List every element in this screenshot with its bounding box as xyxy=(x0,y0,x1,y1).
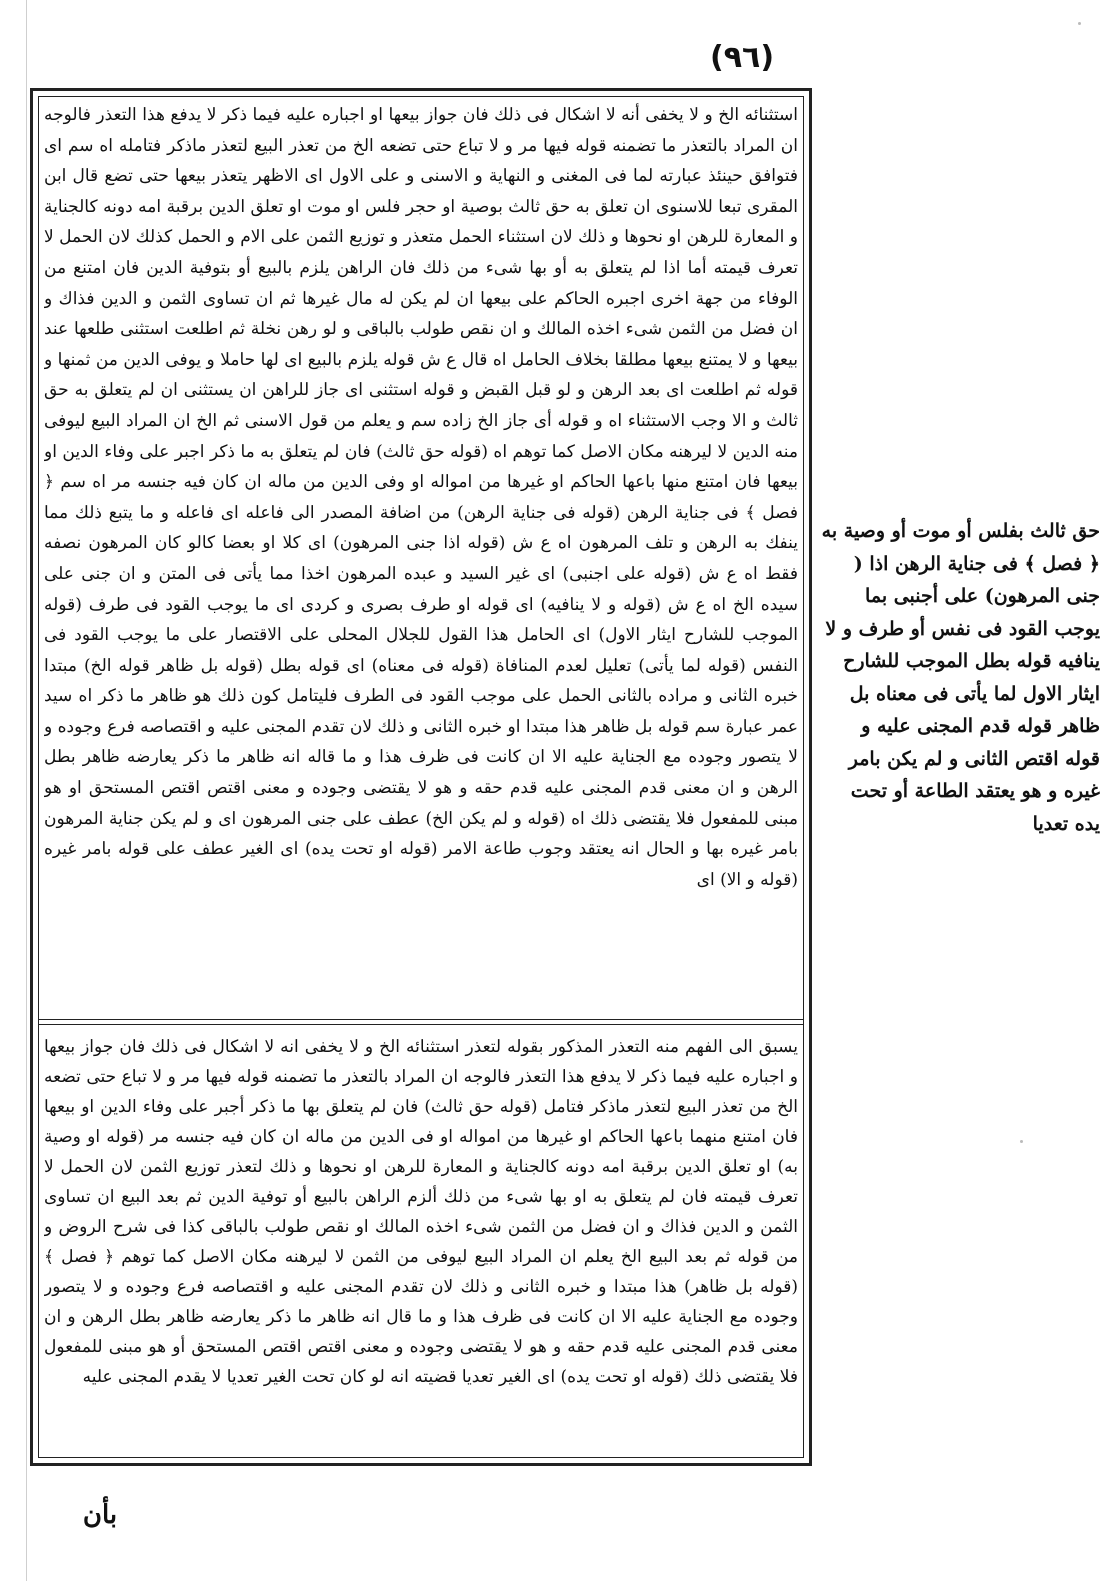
main-commentary: استثنائه الخ و لا يخفى أنه لا اشكال فى ذلك فان جواز بيعها او اجباره عليه فيما ذكر لا يدفع هذا التعذر فالوجه ان المراد بالتعذر ما تضمنه قوله فيها مر و لا تباع حتى تضعه الخ من تعذر البيع لتعذر ماذكر فتامله اه سم اى فتوافق حينئذ عبارته لما فى المغنى و النهاية و الاسنى و على الاول اى الاظهر يتعذر بيعها حتى تضع قال ابن المقرى تبعا للاسنوى ان تعلق به حق ثالث بوصية او حجر فلس او موت او تعلق الدين برقبة امه دونه كالجناية و المعارة للرهن او نحوها و ذلك لان استثناء الحمل متعذر و توزيع الثمن على الام و الحمل كذلك لان الحمل لا تعرف قيمته أما اذا لم يتعلق به أو بها شىء من ذلك فان الراهن يلزم بالبيع أو بتوفية الدين فان امتنع من الوفاء من جهة اخرى اجبره الحاكم على بيعها ان لم يكن له مال غيرها ثم ان تساوى الثمن و الدين فذاك و ان فضل من الثمن شىء اخذه المالك و ان نقص طولب بالباقى و لو رهن نخلة ثم اطلعت استثنى طلعها عند بيعها و لا يمتنع بيعها مطلقا بخلاف الحامل اه قال ع ش قوله يلزم بالبيع اى لها حاملا و يوفى الدين من ثمنها و قوله ثم اطلعت اى بعد الرهن و لو قبل القبض و قوله استثنى اى جاز للراهن ان يستثنى ان لم يتعلق به حق ثالث و الا وجب الاستثناء اه و قوله أى جاز الخ زاده سم و يعلم من قول الاسنى ثم الخ ان المراد البيع ليوفى منه الدين لا ليرهنه مكان الاصل كما توهم اه (قوله حق ثالث) فان لم يتعلق به ما ذكر اجبر على وفاء الدين او بيعها فان امتنع منها باعها الحاكم او غيرها من امواله او وفى الدين من ماله ان كان فيه جنسه مر اه سم ﴿ فصل ﴾ فى جناية الرهن (قوله فى جناية الرهن) من اضافة المصدر الى فاعله اى فاعله و ما يتبع ذلك مما ينفك به الرهن و تلف المرهون اه ع ش (قوله اذا جنى المرهون) اى كلا او بعضا كالو كان المرهون نصفه فقط اه ع ش (قوله على اجنبى) اى غير السيد و عبده المرهون اخذا مما يأتى فى المتن و ان جنى على سيده الخ اه ع ش (قوله و لا ينافيه) اى قوله او طرف بصرى و كردى اى ما يوجب القود فى طرف (قوله الموجب للشارح ايثار الاول) اى الحامل هذا القول للجلال المحلى على الاقتصار على ما يوجب القود فى النفس (قوله لما يأتى) تعليل لعدم المنافاة (قوله فى معناه) اى قوله بطل (قوله بل ظاهر قوله الخ) مبتدا خبره الثانى و مراده بالثانى الحمل على موجب القود فى الطرف فليتامل كون ذلك هو ظاهر ما ذكر اه سيد عمر عبارة سم قوله بل ظاهر هذا مبتدا او خبره الثانى و ذلك لان تقدم المجنى عليه و اقتصاصه فرع وجوده و لا يتصور وجوده مع الجناية عليه الا ان كانت فى ظرف هذا و ما قاله انه ظاهر ما ذكر يعارضه ظاهر بطل الرهن و ان معنى قدم المجنى عليه قدم حقه و هو لا يقتضى وجوده و معنى اقتص اقتص المستحق او هو مبنى للمفعول فلا يقتضى ذلك اه (قوله و لم يكن الخ) عطف على جنى المرهون اى و لم يكن جناية المرهون بامر غيره بها و الحال انه يعتقد وجوب طاعة الامر (قوله او تحت يده) اى الغير عطف على قوله بامر غيره (قوله و الا) اى xyxy=(44,105,798,890)
margin-matn-text: حق ثالث بفلس أو موت أو وصية به ﴿ فصل ﴾ فى جناية الرهن اذا ( جنى المرهون) على أجنبى بما يوجب القود فى نفس أو طرف و لا ينافيه قوله بطل الموجب للشارح ايثار الاول لما يأتى فى معناه بل ظاهر قوله قدم المجنى عليه و قوله اقتص الثانى و لم يكن بامر غيره و هو يعتقد الطاعة أو تحت يده تعديا xyxy=(821,520,1100,835)
catchword: بأن xyxy=(82,1500,118,1530)
lower-commentary: يسبق الى الفهم منه التعذر المذكور بقوله لتعذر استثنائه الخ و لا يخفى انه لا اشكال فى ذلك فان جواز بيعها و اجباره عليه فيما ذكر لا يدفع هذا التعذر فالوجه ان المراد بالتعذر ما تضمنه قوله فيها مر و لا تباع حتى تضعه الخ من تعذر البيع لتعذر ماذكر فتامل (قوله حق ثالث) فان لم يتعلق بها ما ذكر أجبر على وفاء الدين او بيعها فان امتنع منهما باعها الحاكم او غيرها من امواله او فى الدين من ماله ان كان فيه جنسه مر (قوله او وصية به) او تعلق الدين برقبة امه دونه كالجناية و المعارة للرهن او نحوها و ذلك لتعذر توزيع الثمن لان الحمل لا تعرف قيمته فان لم يتعلق به او بها شىء من ذلك ألزم الراهن بالبيع أو توفية الدين ثم بعد البيع ان تساوى الثمن و الدين فذاك و ان فضل من الثمن شىء اخذه المالك او نقص طولب بالباقى كذا فى شرح الروض و من قوله ثم بعد البيع الخ يعلم ان المراد البيع ليوفى من الثمن لا ليرهنه مكان الاصل كما توهم ﴿ فصل ﴾ (قوله بل ظاهر) هذا مبتدا و خبره الثانى و ذلك لان تقدم المجنى عليه و اقتصاصه فرع وجوده و لا يتصور وجوده مع الجناية عليه الا ان كانت فى ظرف هذا و ما قال انه ظاهر ما ذكر يعارضه ظاهر بطل الرهن و ان معنى قدم المجنى عليه قدم حقه و هو لا يقتضى وجوده و معنى اقتص اقتص المستحق أو هو مبنى للمفعول فلا يقتضى ذلك (قوله او تحت يده) اى الغير تعديا قضيته انه لو كان تحت الغير تعديا لا يقدم المجنى عليه xyxy=(44,1037,798,1387)
scan-margin-line xyxy=(26,0,27,1581)
page-number: (٩٦) xyxy=(709,40,775,75)
section-divider xyxy=(38,1019,804,1025)
scan-speck xyxy=(1020,1140,1023,1143)
scan-speck xyxy=(1078,22,1081,25)
